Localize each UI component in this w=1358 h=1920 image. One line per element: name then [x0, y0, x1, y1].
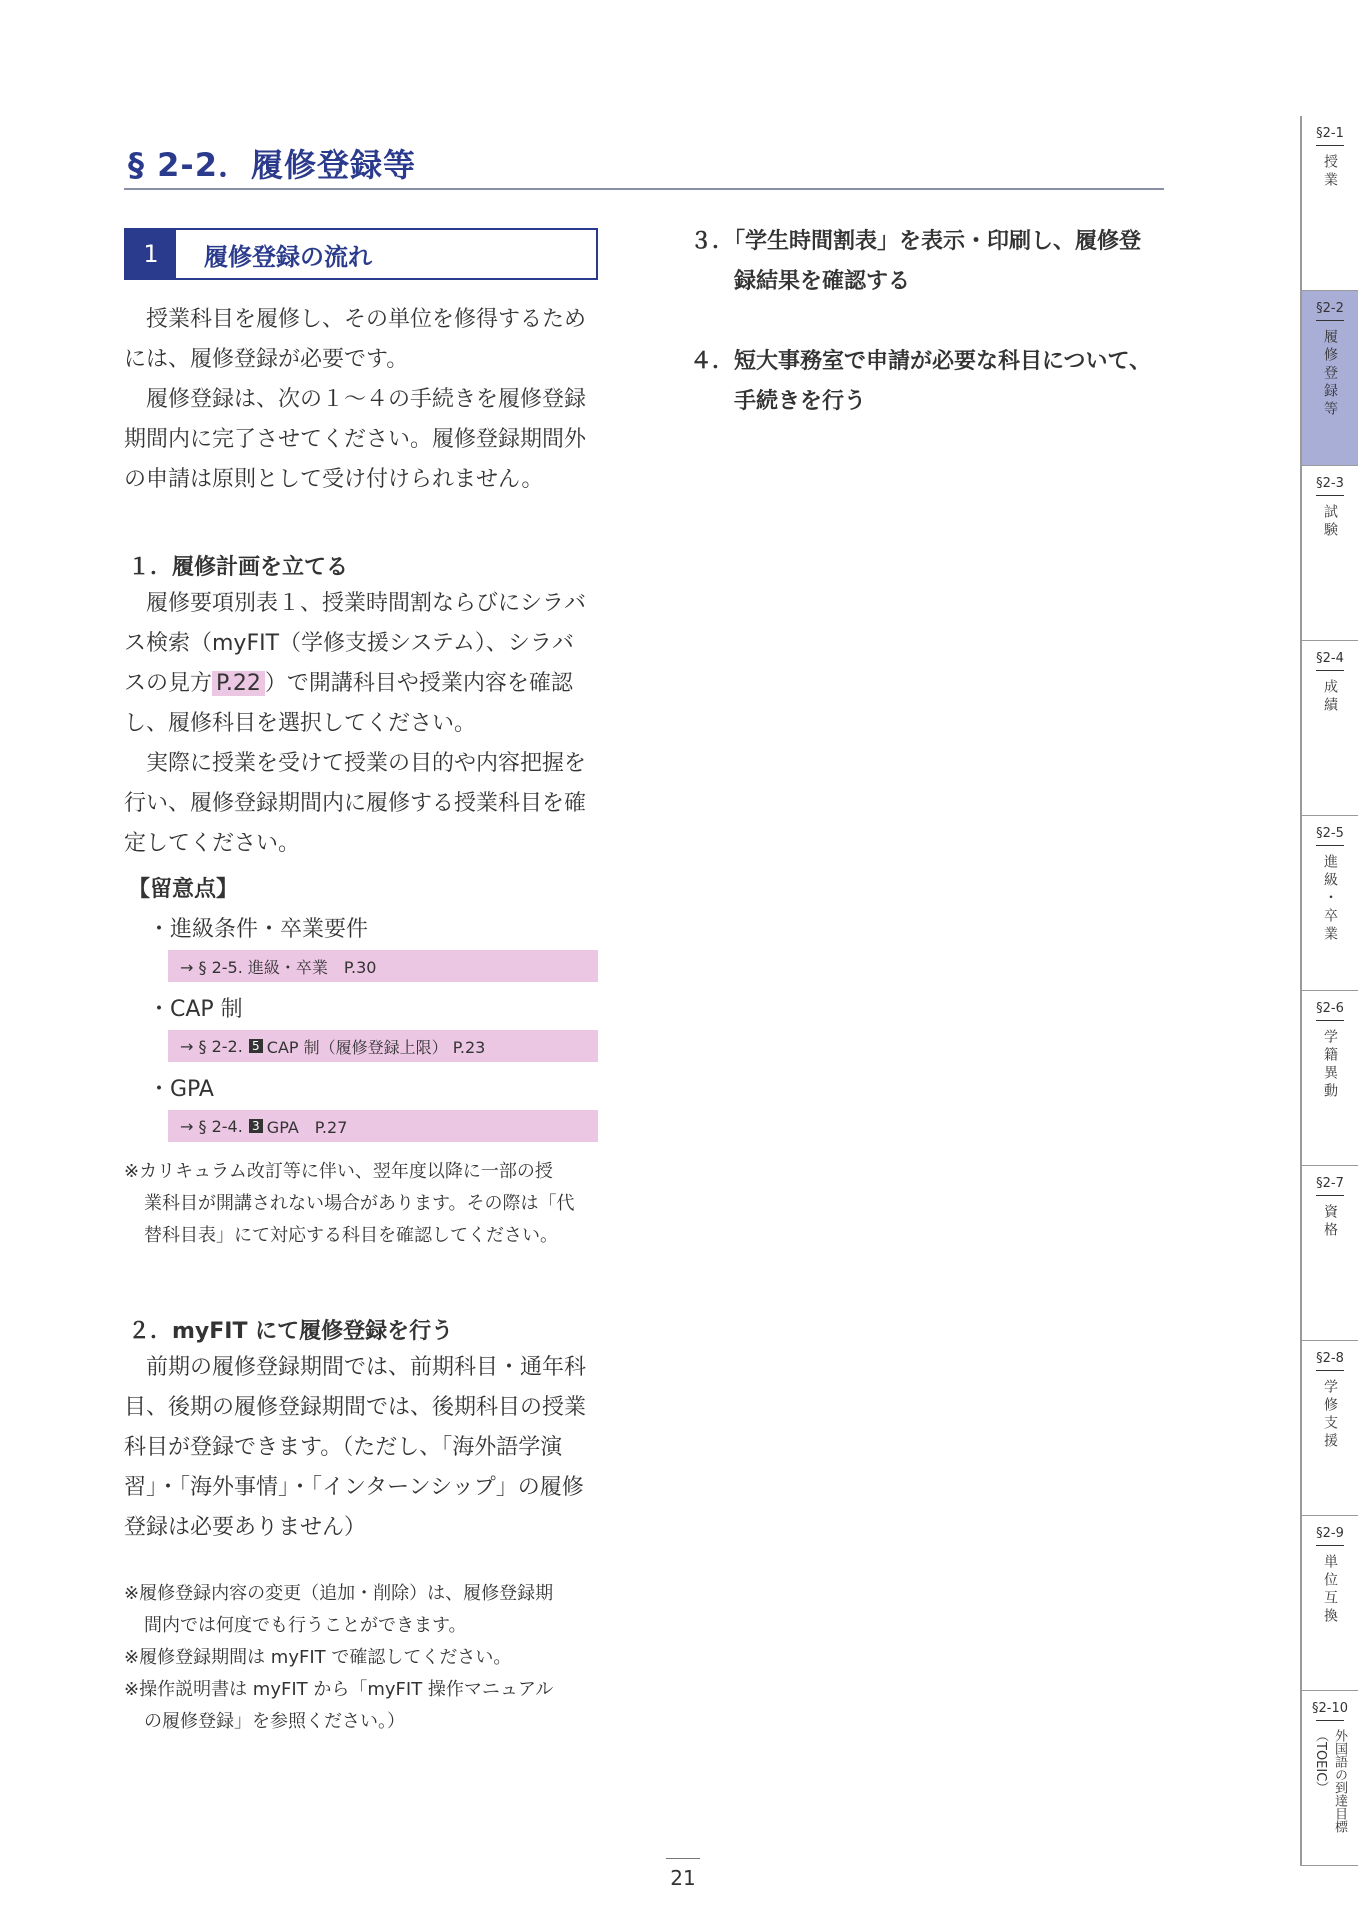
tab-code: §2-7 — [1316, 1176, 1344, 1191]
text-line: 科目が登録できます。（ただし、「海外語学演 — [124, 1435, 563, 1460]
tab-label: 授業 — [1322, 154, 1338, 190]
step1-body — [124, 584, 602, 864]
tab-section-2-1[interactable] — [1302, 116, 1358, 291]
intro-paragraph-1 — [124, 300, 602, 380]
tab-divider — [1316, 845, 1344, 846]
reference-text: → § 2-2. — [180, 1036, 243, 1056]
tab-code: §2-2 — [1316, 301, 1344, 316]
text-line: ス検索（myFIT（学修支援システム）、シラバ — [124, 631, 574, 656]
registration-notes — [124, 1578, 604, 1738]
reference-text: → § 2-5. 進級・卒業 P.30 — [180, 957, 377, 977]
text-line: 目、後期の履修登録期間では、後期科目の授業 — [124, 1395, 587, 1420]
step4-line: ４．短大事務室で申請が必要な科目について、 — [690, 349, 1152, 374]
note-line: ※履修登録期間は myFIT で確認してください。 — [124, 1647, 512, 1668]
reference-link[interactable] — [168, 950, 598, 982]
section-header — [124, 228, 598, 280]
note-line: の履修登録」を参照ください。） — [144, 1711, 405, 1732]
step3-line: 録結果を確認する — [734, 269, 911, 294]
text-line: 実際に授業を受けて授業の目的や内容把握を — [146, 751, 587, 776]
reference-text: CAP 制（履修登録上限） P.23 — [266, 1037, 486, 1057]
tab-section-2-7[interactable] — [1302, 1166, 1358, 1341]
text-line: 履修登録は、次の１～４の手続きを履修登録 — [146, 387, 587, 412]
tab-code: §2-6 — [1316, 1001, 1344, 1016]
tab-code: §2-4 — [1316, 651, 1344, 666]
tab-label: 外国語の到達目標（TOEIC） — [1313, 1728, 1347, 1833]
reference-text: GPA P.27 — [266, 1117, 348, 1137]
tab-section-2-5[interactable] — [1302, 816, 1358, 991]
text-line: 授業科目を履修し、その単位を修得するため — [146, 307, 587, 332]
tab-code: §2-10 — [1311, 1701, 1348, 1716]
step3-line: ３．「学生時間割表」を表示・印刷し、履修登 — [690, 229, 1142, 254]
tab-label: 進級・卒業 — [1322, 854, 1338, 944]
tab-code: §2-1 — [1316, 126, 1344, 141]
tab-section-2-2-active[interactable] — [1302, 291, 1358, 466]
tab-divider — [1316, 1195, 1344, 1196]
text-line: 前期の履修登録期間では、前期科目・通年科 — [146, 1355, 587, 1380]
notice-item: ・進級条件・卒業要件 — [148, 917, 369, 942]
step3 — [690, 222, 1170, 302]
text-fragment: スの見方 — [124, 671, 213, 696]
tab-code: §2-5 — [1316, 826, 1344, 841]
section-number-badge: 5 — [249, 1039, 263, 1053]
curriculum-note — [124, 1156, 604, 1252]
step4-line: 手続きを行う — [734, 389, 867, 414]
page-number: 21 — [670, 1866, 696, 1890]
note-line: ※カリキュラム改訂等に伴い、翌年度以降に一部の授 — [124, 1161, 553, 1182]
text-line — [124, 664, 602, 704]
text-line: 習」・「海外事情」・「インターンシップ」の履修 — [124, 1475, 584, 1500]
notice-item: ・CAP 制 — [148, 997, 243, 1022]
section-title: 履修登録の流れ — [204, 242, 372, 271]
notice-title: 【留意点】 — [128, 877, 239, 902]
step2-body — [124, 1348, 602, 1548]
reference-link[interactable] — [168, 1110, 598, 1142]
tab-label: 成績 — [1322, 679, 1338, 715]
tab-code: §2-8 — [1316, 1351, 1344, 1366]
tab-section-2-10[interactable] — [1302, 1691, 1358, 1866]
tab-divider — [1316, 670, 1344, 671]
tab-label: 試験 — [1322, 504, 1338, 540]
text-line: 登録は必要ありません） — [124, 1515, 367, 1540]
tab-code: §2-9 — [1316, 1526, 1344, 1541]
text-line: 履修要項別表１、授業時間割ならびにシラバ — [146, 591, 587, 616]
section-side-tabs — [1300, 116, 1358, 1866]
step2-heading: ２．myFIT にて履修登録を行う — [128, 1319, 454, 1344]
tab-label: 学修支援 — [1322, 1379, 1338, 1451]
section-number: 1 — [126, 230, 176, 278]
tab-label: 資格 — [1322, 1204, 1338, 1240]
note-line: 業科目が開講されない場合があります。その際は「代 — [144, 1193, 575, 1214]
tab-divider — [1316, 1370, 1344, 1371]
tab-section-2-8[interactable] — [1302, 1341, 1358, 1516]
tab-section-2-4[interactable] — [1302, 641, 1358, 816]
text-fragment: ）で開講科目や授業内容を確認 — [264, 671, 573, 696]
text-line: 行い、履修登録期間内に履修する授業科目を確 — [124, 791, 587, 816]
tab-label: 学籍異動 — [1322, 1029, 1338, 1101]
tab-divider — [1316, 145, 1344, 146]
intro-paragraph-2 — [124, 380, 602, 500]
note-line: ※操作説明書は myFIT から「myFIT 操作マニュアル — [124, 1679, 554, 1700]
tab-divider — [1316, 495, 1344, 496]
text-line: 定してください。 — [124, 831, 301, 856]
page-title: § 2-2．履修登録等 — [128, 146, 416, 184]
text-line: し、履修科目を選択してください。 — [124, 711, 477, 736]
tab-section-2-6[interactable] — [1302, 991, 1358, 1166]
tab-divider — [1316, 1720, 1344, 1721]
text-line: 期間内に完了させてください。履修登録期間外 — [124, 427, 587, 452]
tab-section-2-9[interactable] — [1302, 1516, 1358, 1691]
tab-divider — [1316, 1545, 1344, 1546]
page-number-rule — [666, 1858, 700, 1859]
title-divider — [124, 188, 1164, 190]
reference-text: → § 2-4. — [180, 1116, 243, 1136]
notice-item: ・GPA — [148, 1077, 214, 1102]
reference-link[interactable] — [168, 1030, 598, 1062]
tab-label: 単位互換 — [1322, 1554, 1338, 1626]
section-number-badge: 3 — [249, 1119, 263, 1133]
note-line: ※履修登録内容の変更（追加・削除）は、履修登録期 — [124, 1583, 554, 1604]
note-line: 間内では何度でも行うことができます。 — [144, 1615, 467, 1636]
text-line: の申請は原則として受け付けられません。 — [124, 467, 544, 492]
page-reference-link[interactable]: P.22 — [212, 671, 265, 696]
step4 — [690, 342, 1170, 422]
step1-heading: １．履修計画を立てる — [128, 555, 349, 580]
tab-divider — [1316, 1020, 1344, 1021]
note-line: 替科目表」にて対応する科目を確認してください。 — [144, 1225, 558, 1246]
tab-section-2-3[interactable] — [1302, 466, 1358, 641]
tab-code: §2-3 — [1316, 476, 1344, 491]
tab-label: 履修登録等 — [1322, 329, 1338, 419]
text-line: には、履修登録が必要です。 — [124, 347, 409, 372]
tab-divider — [1316, 320, 1344, 321]
